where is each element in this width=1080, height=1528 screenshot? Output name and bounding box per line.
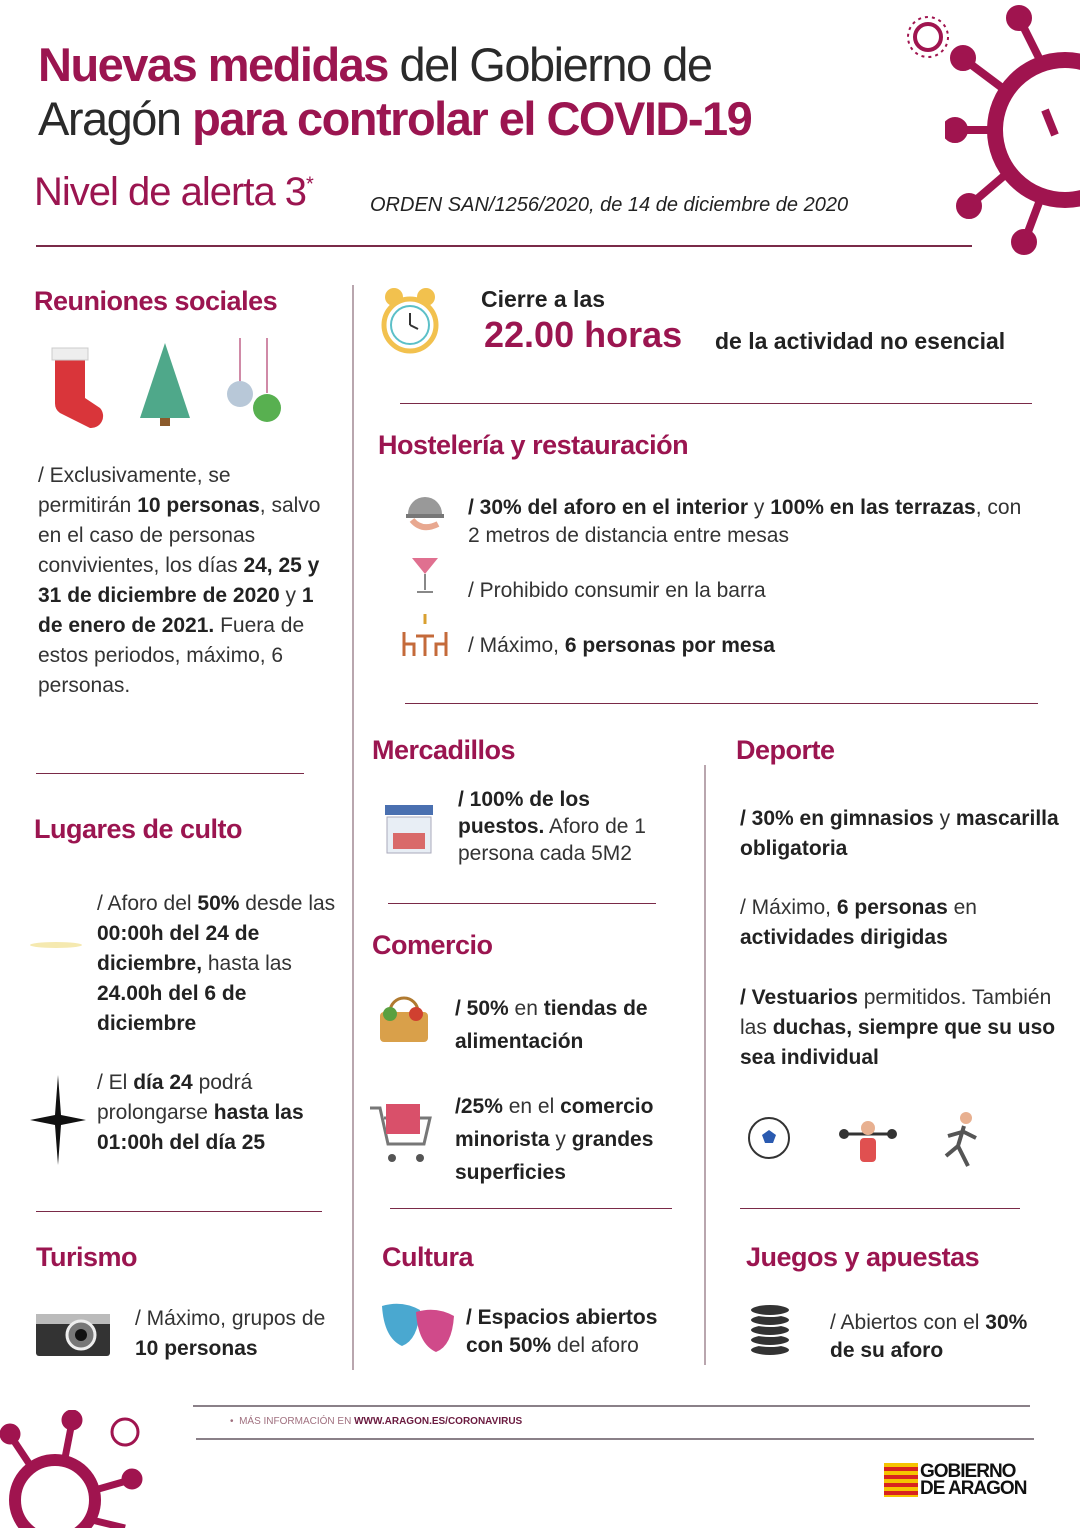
culto-item-1 xyxy=(97,889,347,1039)
text: , salvo en el caso de personas convivientes, los días xyxy=(38,494,321,577)
bold-text: 00:00h del 24 de diciembre, xyxy=(97,922,260,975)
alert-level xyxy=(34,170,313,215)
text: y xyxy=(933,807,956,830)
bold-text: grandes superficies xyxy=(455,1128,654,1184)
bold-text: para controlar el COVID-19 xyxy=(192,92,752,145)
more-info-link[interactable]: WWW.ARAGON.ES/CORONAVIRUS xyxy=(354,1416,523,1427)
deporte-item-2 xyxy=(740,893,1060,953)
bold-text: mascarilla obligatoria xyxy=(740,807,1059,860)
more-info-label: MÁS INFORMACIÓN EN xyxy=(239,1416,355,1427)
bold-text: hasta las 01:00h del día 25 xyxy=(97,1101,304,1154)
text: / Abiertos con el xyxy=(830,1311,986,1334)
bold-text: actividades dirigidas xyxy=(740,926,948,949)
runner-icon xyxy=(940,1110,982,1170)
section-title-culto: Lugares de culto xyxy=(34,814,243,844)
bold-text: tiendas de alimentación xyxy=(455,997,648,1053)
text: / Máximo, xyxy=(740,896,837,919)
deporte-item-3 xyxy=(740,983,1070,1073)
gobierno-aragon-logo xyxy=(884,1463,1026,1497)
turismo-text xyxy=(135,1304,345,1364)
juegos-text xyxy=(830,1309,1050,1365)
logo-line-2: DE ARAGON xyxy=(920,1478,1027,1499)
culto-item-2 xyxy=(97,1068,342,1158)
text: hasta las xyxy=(202,952,292,975)
deporte-item-1 xyxy=(740,804,1060,864)
shopping-cart-icon xyxy=(368,1100,434,1166)
small-virus-icon xyxy=(905,14,951,60)
bold-text: / Vestuarios xyxy=(740,986,858,1009)
bold-text: 6 personas por mesa xyxy=(564,634,775,657)
bold-text: duchas, siempre que su uso sea individual xyxy=(740,1016,1056,1069)
cierre-hour: 22.00 horas xyxy=(484,314,683,355)
bold-text: día 24 xyxy=(133,1071,193,1094)
order-reference: ORDEN SAN/1256/2020, de 14 de diciembre de 2020 xyxy=(370,194,849,216)
logo-line-1: GOBIERNO xyxy=(920,1461,1016,1482)
bold-text: 10 personas xyxy=(135,1337,258,1360)
cierre-post: de la actividad no esencial xyxy=(715,328,1006,354)
hosteleria-item-2 xyxy=(468,576,766,606)
camera-icon xyxy=(36,1308,110,1356)
light-glow-icon xyxy=(28,935,84,955)
alert-text: Nivel de alerta 3 xyxy=(34,170,307,214)
section-title-deporte: Deporte xyxy=(736,735,835,765)
theater-masks-icon xyxy=(380,1302,456,1354)
text: del aforo xyxy=(551,1334,639,1357)
text: permitidos. También las xyxy=(740,986,1052,1039)
bold-text: / 50% xyxy=(455,997,509,1020)
weightlifter-icon xyxy=(838,1112,898,1166)
text: y xyxy=(279,584,302,607)
text: , con 2 metros de distancia entre mesas xyxy=(468,496,1022,547)
market-stall-icon xyxy=(383,803,435,855)
text: Aforo de 1 persona cada 5M2 xyxy=(458,815,646,865)
text: / Exclusivamente, se permitirán xyxy=(38,464,231,517)
text: Fuera de estos periodos, máximo, 6 personas. xyxy=(38,614,305,697)
mercadillos-text xyxy=(458,786,678,867)
christmas-decorations-icon xyxy=(40,338,290,430)
title-line-1 xyxy=(38,38,711,92)
bold-text: 24.00h del 6 de diciembre xyxy=(97,982,247,1035)
bold-text: 1 de enero de 2021. xyxy=(38,584,314,637)
text: / Aforo del xyxy=(97,892,198,915)
table-chairs-icon xyxy=(400,612,450,658)
hosteleria-item-1 xyxy=(468,494,1038,550)
bold-text: Nuevas medidas xyxy=(38,38,388,91)
cloche-icon xyxy=(404,492,446,536)
star-icon xyxy=(30,1075,86,1165)
virus-icon-bottom xyxy=(0,1410,150,1528)
text: y xyxy=(549,1128,572,1151)
text: Aragón xyxy=(38,92,193,145)
comercio-item-2 xyxy=(455,1090,700,1189)
more-info: • MÁS INFORMACIÓN EN WWW.ARAGON.ES/CORONAVIRUS xyxy=(230,1416,523,1427)
alert-asterisk: * xyxy=(306,173,313,196)
text: en el xyxy=(502,1095,561,1118)
bold-text: 100% en las terrazas xyxy=(770,496,976,519)
text: del Gobierno de xyxy=(387,38,712,91)
bold-text: 50% xyxy=(197,892,240,915)
bold-text: comercio minorista xyxy=(455,1095,654,1151)
text: en xyxy=(508,997,544,1020)
text: / Máximo, xyxy=(468,634,565,657)
bold-text: / 30% del aforo en el interior xyxy=(468,496,749,519)
bold-text: 10 personas xyxy=(137,494,260,517)
cierre-pre: Cierre a las xyxy=(481,286,606,312)
comercio-item-1 xyxy=(455,992,695,1058)
text: / Máximo, grupos de xyxy=(135,1307,326,1330)
alarm-clock-icon xyxy=(380,285,440,357)
bold-text: 24, 25 y 31 de diciembre de 2020 xyxy=(38,554,320,607)
text: en xyxy=(947,896,977,919)
section-title-comercio: Comercio xyxy=(372,930,493,960)
hosteleria-item-3 xyxy=(468,631,775,661)
bold-text: 6 personas xyxy=(836,896,948,919)
text: / Prohibido consumir en la barra xyxy=(468,579,766,602)
cultura-text xyxy=(466,1304,696,1360)
bold-text: / Espacios abiertos con 50% xyxy=(466,1306,658,1357)
casino-chips-icon xyxy=(748,1302,792,1358)
bold-text: / 30% en gimnasios xyxy=(740,807,934,830)
text: y xyxy=(748,496,771,519)
bold-text: /25% xyxy=(455,1095,503,1118)
grocery-basket-icon xyxy=(376,992,432,1044)
aragon-flag-icon xyxy=(884,1463,918,1497)
reuniones-text xyxy=(38,461,328,701)
title-line-2 xyxy=(38,92,751,146)
bold-text: 30% de su aforo xyxy=(830,1311,1028,1362)
section-title-cultura: Cultura xyxy=(382,1242,473,1272)
text: / El xyxy=(97,1071,134,1094)
text: desde las xyxy=(239,892,336,915)
section-title-juegos: Juegos y apuestas xyxy=(746,1242,980,1272)
section-title-mercadillos: Mercadillos xyxy=(372,735,516,765)
section-title-reuniones: Reuniones sociales xyxy=(34,286,278,316)
cocktail-icon xyxy=(410,552,440,596)
virus-icon xyxy=(945,0,1080,260)
section-title-turismo: Turismo xyxy=(36,1242,138,1272)
section-title-hosteleria: Hostelería y restauración xyxy=(378,430,689,460)
soccer-ball-icon xyxy=(746,1115,792,1161)
bold-text: / 100% de los puestos. xyxy=(458,788,590,838)
text: podrá prolongarse xyxy=(97,1071,253,1124)
